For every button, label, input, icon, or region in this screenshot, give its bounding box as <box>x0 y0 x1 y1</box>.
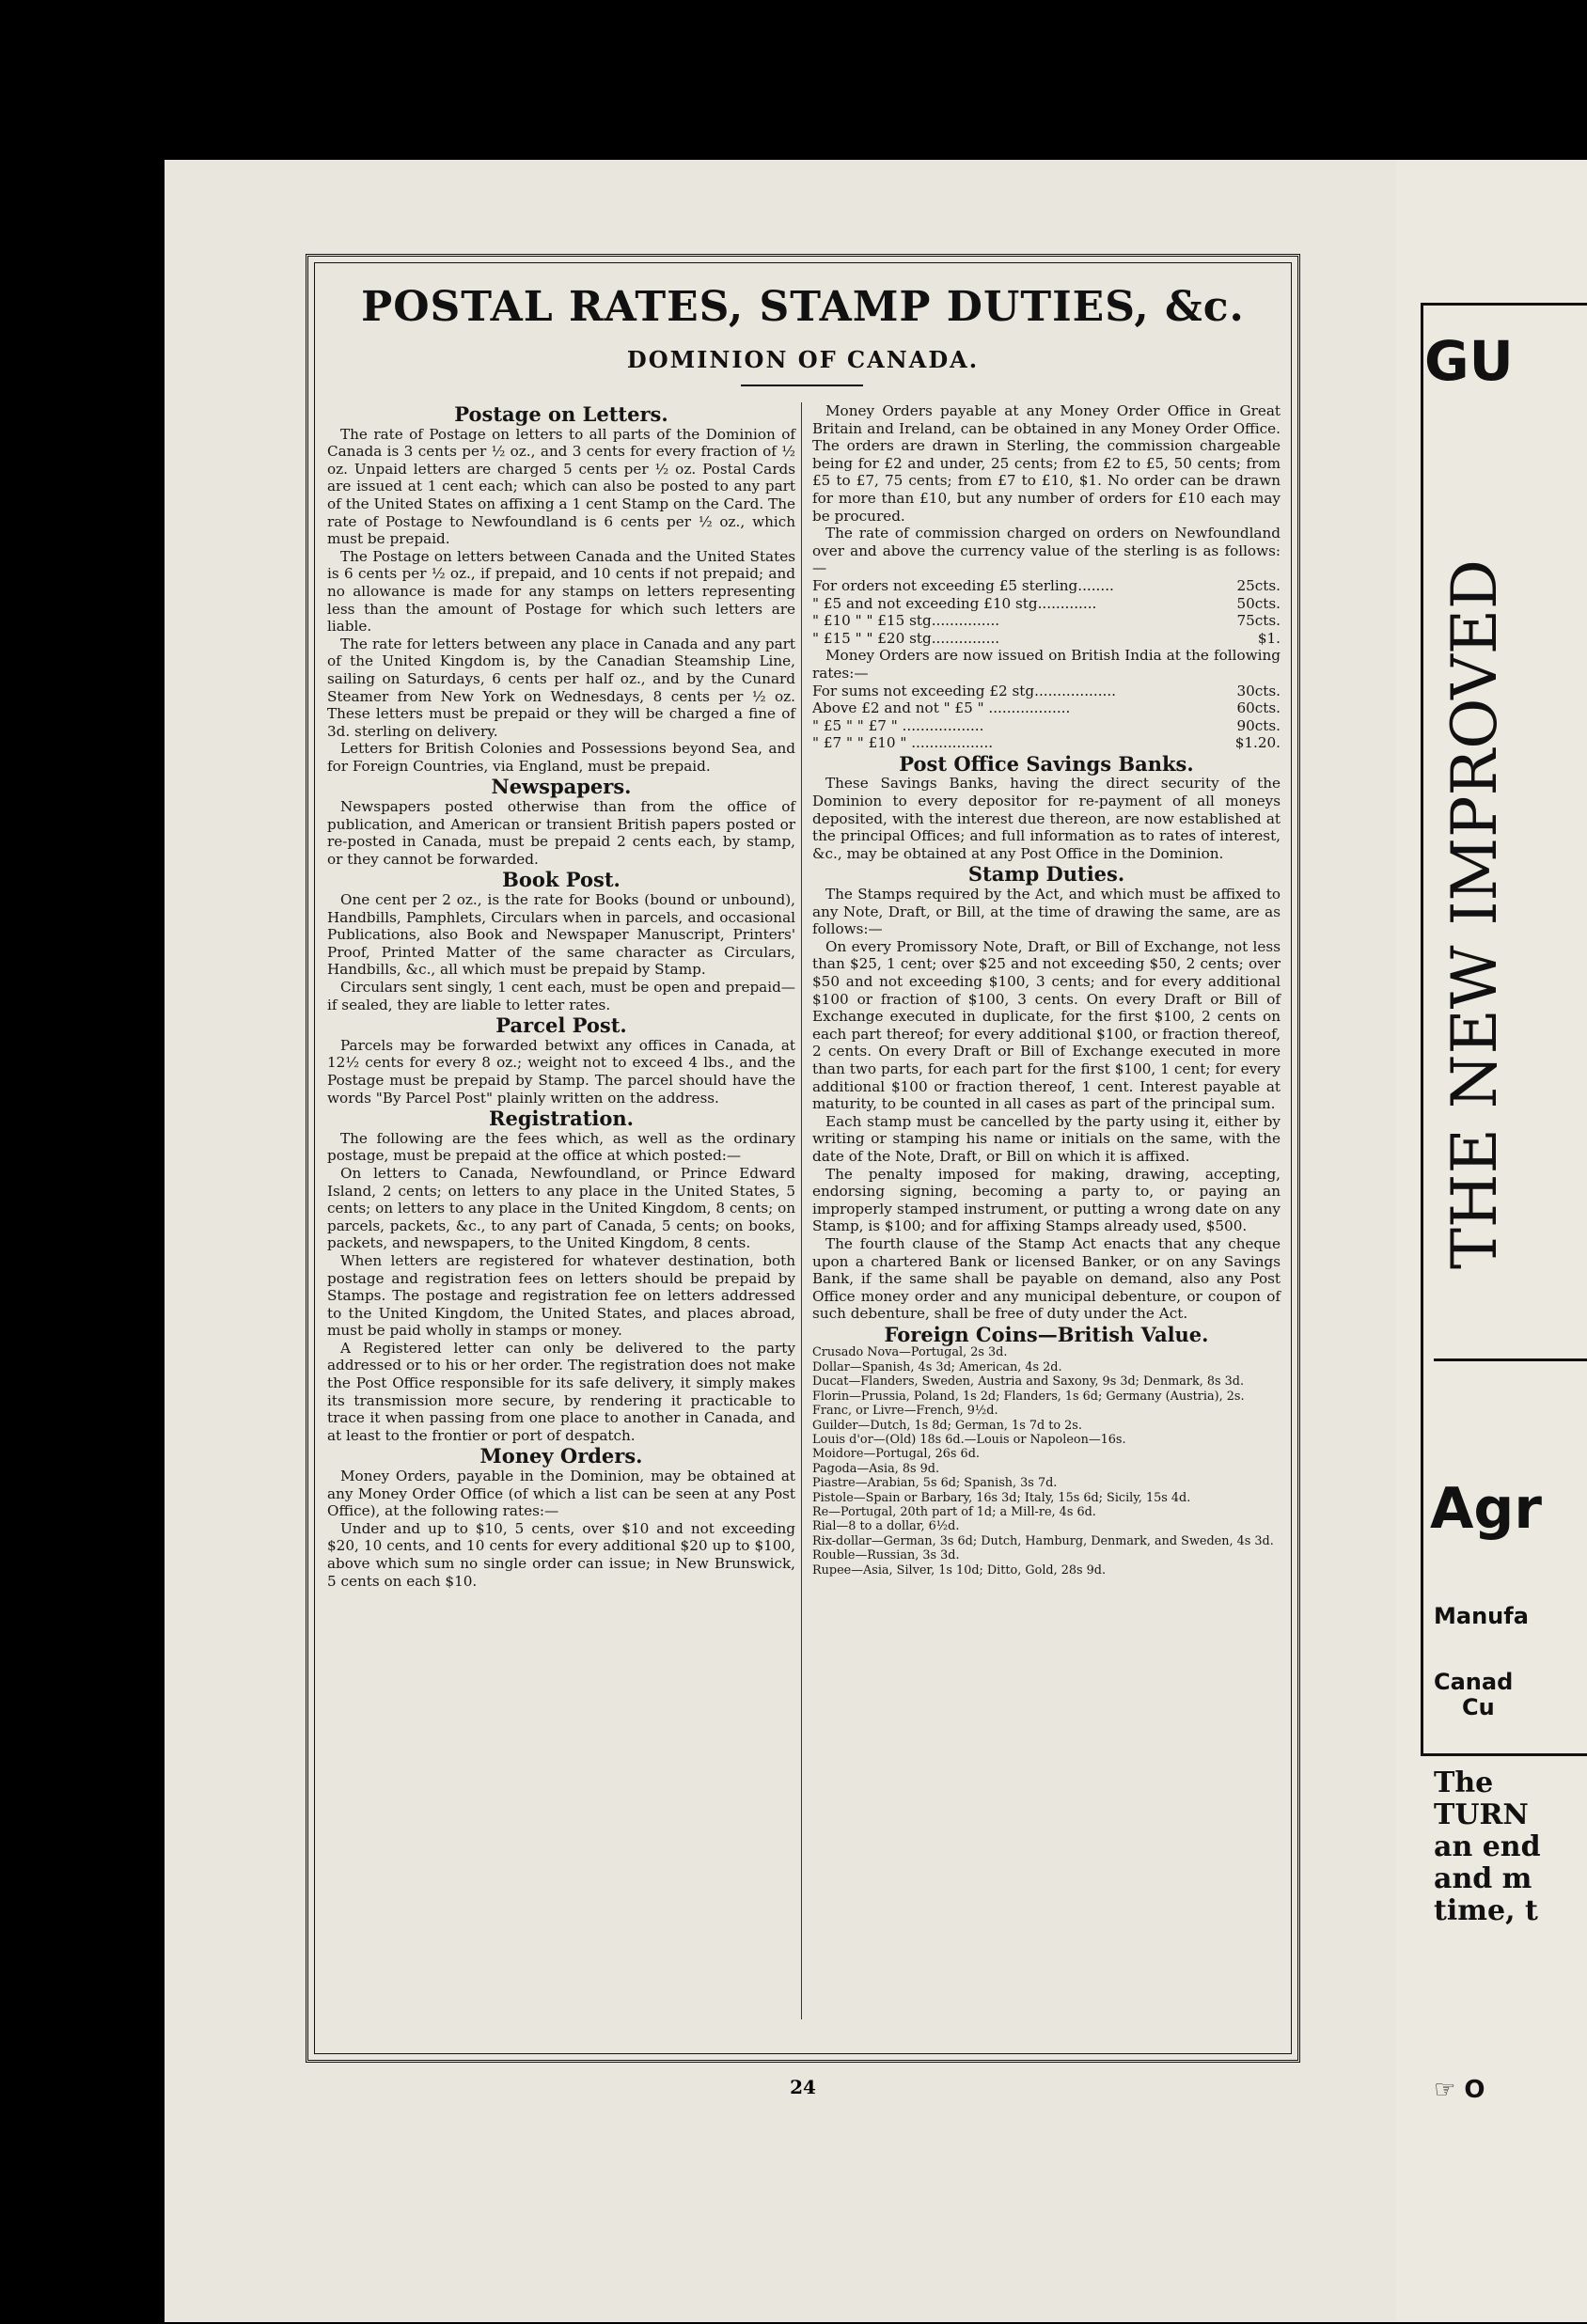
coin-entry: Rupee—Asia, Silver, 1s 10d; Ditto, Gold, 28s 9d. <box>812 1562 1107 1578</box>
coin-entry: Piastre—Arabian, 5s 6d; Spanish, 3s 7d. <box>812 1476 1058 1491</box>
rate-desc: " £10 " " £15 stg............... <box>812 612 1000 630</box>
coin-entry: Pistole—Spain or Barbary, 16s 3d; Italy, 15s 6d; Sicily, 15s 4d. <box>812 1490 1191 1505</box>
rate-row <box>812 717 1281 735</box>
rate-desc: For orders not exceeding £5 sterling........ <box>812 576 1114 594</box>
stamp-duties-paragraph: On every Promissory Note, Draft, or Bill of Exchange, not less than $25, 1 cent; over $25 and not exceeding $50, 2 cents; over $50 and not exceeding $100, 3 cents; and for every additional $100 or fraction of $100, 3 cents. On every Draft or Bill of Exchange executed in duplicate, for the first $100, 2 cents on each part thereof; for every additional $100, or fraction thereof, 2 cents. On every Draft or Bill of Exchange executed in more than two parts, for each part for the first $100, 1 cent; for every additional $100 or fraction thereof, 1 cent. Interest payable at maturity, to be counted in all cases as part of the principal sum. <box>812 937 1281 1113</box>
rate-desc: " £15 " " £20 stg............... <box>812 629 1000 647</box>
adjacent-page <box>1396 160 1587 2322</box>
bookpost-paragraph: Circulars sent singly, 1 cent each, must be open and prepaid—if sealed, they are liable to letter rates. <box>327 979 795 1013</box>
rate-amount: $1.20. <box>1234 734 1281 752</box>
foreign-coins-heading: Foreign Coins—British Value. <box>884 1322 1209 1346</box>
document-page <box>165 160 1396 2322</box>
foreign-coins-list <box>812 1345 1281 1578</box>
rate-amount: 60cts. <box>1236 699 1281 717</box>
title-rule <box>741 385 863 386</box>
registration-heading: Registration. <box>489 1107 634 1131</box>
coin-entry: Guilder—Dutch, 1s 8d; German, 1s 7d to 2s. <box>812 1418 1082 1433</box>
savings-banks-heading: Post Office Savings Banks. <box>899 751 1194 776</box>
parcel-paragraph: Parcels may be forwarded betwixt any offices in Canada, at 12½ cents for every 8 oz.; weight not to exceed 4 lbs., and the Postage must be prepaid by Stamp. The parcel should have the words "By Parcel Post" plainly written on the address. <box>327 1036 795 1107</box>
page-title: POSTAL RATES, STAMP DUTIES, &c. <box>361 283 1245 331</box>
savings-banks-paragraph: These Savings Banks, having the direct security of the Dominion to every depositor for re-payment of all moneys deposited, with the interest due thereon, are now established at the principal Offices; and full information as to rates of interest, &c., may be obtained at any Post Office in the Dominion. <box>812 775 1281 862</box>
adjacent-rule <box>1434 1358 1587 1361</box>
registration-paragraph: When letters are registered for whatever destination, both postage and registration fees on letters should be prepaid by Stamps. The postage and registration fee on letters addressed to the United Kingdom, the United States, and places abroad, must be paid wholly in stamps or money. <box>327 1251 795 1340</box>
rate-row <box>812 630 1281 648</box>
page-number: 24 <box>790 2076 816 2098</box>
adjacent-line: Canad <box>1434 1669 1514 1695</box>
postage-paragraph: The Postage on letters between Canada and the United States is 6 cents per ½ oz., if prepaid, and 10 cents if not prepaid; and no allowance is made for any stamps on letters representing less than the amount of Postage for which such letters are liable. <box>327 547 795 636</box>
adjacent-footer: ☞ O <box>1434 2076 1485 2104</box>
stamp-duties-paragraph: Each stamp must be cancelled by the party using it, either by writing or stamping his name or initials on the same, with the date of the Note, Draft, or Bill on which it is affixed. <box>812 1112 1281 1165</box>
coin-entry: Moidore—Portugal, 26s 6d. <box>812 1447 980 1462</box>
coin-entry: Rial—8 to a dollar, 6½d. <box>812 1519 960 1534</box>
newfoundland-rates-table <box>812 577 1281 647</box>
column-divider <box>801 402 802 2019</box>
adjacent-line: Manufa <box>1434 1603 1529 1629</box>
rate-row <box>812 612 1281 630</box>
rate-row <box>812 734 1281 752</box>
postage-heading: Postage on Letters. <box>454 402 668 426</box>
money-orders-paragraph: Money Orders, payable in the Dominion, may be obtained at any Money Order Office (of which a list can be seen at any Post Office), at the following rates:— <box>327 1468 795 1520</box>
bookpost-heading: Book Post. <box>502 868 621 892</box>
rate-amount: 90cts. <box>1236 716 1281 734</box>
left-column <box>327 402 795 1590</box>
stamp-duties-heading: Stamp Duties. <box>967 862 1125 887</box>
parcel-heading: Parcel Post. <box>495 1013 627 1038</box>
coin-entry: Rouble—Russian, 3s 3d. <box>812 1548 960 1563</box>
rate-desc: Above £2 and not " £5 " .................. <box>812 699 1071 717</box>
rate-row <box>812 595 1281 613</box>
rate-desc: " £5 and not exceeding £10 stg............. <box>812 594 1097 612</box>
newspapers-heading: Newspapers. <box>491 775 632 799</box>
coin-entry: Re—Portugal, 20th part of 1d; a Mill-re, 4s 6d. <box>812 1504 1096 1519</box>
money-orders-heading: Money Orders. <box>479 1444 643 1468</box>
adjacent-top-text: GU <box>1424 329 1514 393</box>
coin-entry: Louis d'or—(Old) 18s 6d.—Louis or Napoleon—16s. <box>812 1432 1126 1447</box>
rate-row <box>812 577 1281 595</box>
coin-entry: Ducat—Flanders, Sweden, Austria and Saxony, 9s 3d; Denmark, 8s 3d. <box>812 1374 1245 1390</box>
coin-entry: Dollar—Spanish, 4s 3d; American, 4s 2d. <box>812 1359 1062 1374</box>
money-orders-paragraph: Under and up to $10, 5 cents, over $10 and not exceeding $20, 10 cents, and 10 cents for every additional $20 up to $100, above which sum no single order can issue; in New Brunswick, 5 cents on each $10. <box>327 1519 795 1590</box>
rate-amount: 25cts. <box>1236 576 1281 594</box>
coin-entry: Crusado Nova—Portugal, 2s 3d. <box>812 1345 1008 1360</box>
page-subtitle: DOMINION OF CANADA. <box>626 346 980 373</box>
right-column <box>812 402 1281 1578</box>
coin-entry: Franc, or Livre—French, 9½d. <box>812 1404 998 1419</box>
adjacent-line: Cu <box>1462 1694 1495 1720</box>
coin-entry: Pagoda—Asia, 8s 9d. <box>812 1461 940 1476</box>
rate-amount: 50cts. <box>1236 594 1281 612</box>
coin-entry: Rix-dollar—German, 3s 6d; Dutch, Hamburg, Denmark, and Sweden, 4s 3d. <box>812 1533 1274 1548</box>
rate-desc: For sums not exceeding £2 stg.................. <box>812 682 1117 699</box>
postage-paragraph: The rate for letters between any place in Canada and any part of the United Kingdom is, by the Canadian Steamship Line, sailing on Saturdays, 6 cents per half oz., and by the Cunard Steamer from New York on Wednesdays, 8 cents per ½ oz. These letters must be prepaid or they will be charged a fine of 3d. sterling on delivery. <box>327 635 795 740</box>
stamp-duties-paragraph: The fourth clause of the Stamp Act enacts that any cheque upon a chartered Bank or licensed Banker, or on any Savings Bank, if the same shall be payable on demand, also any Post Office money order and any municipal debenture, or coupon of such debenture, shall be free of duty under the Act. <box>812 1234 1281 1323</box>
rate-amount: 30cts. <box>1236 682 1281 699</box>
rate-desc: " £5 " " £7 " .................. <box>812 716 984 734</box>
bookpost-paragraph: One cent per 2 oz., is the rate for Books (bound or unbound), Handbills, Pamphlets, Circulars when in parcels, and occasional Publications, also Book and Newspaper Manuscript, Printers' Proof, Printed Matter of the same character as Circulars, Handbills, &c., all which must be prepaid by Stamp. <box>327 891 795 979</box>
registration-paragraph: A Registered letter can only be delivered to the party addressed or to his or her order. The registration does not make the Post Office responsible for its safe delivery, it simply makes its transmission more secure, by rendering it practicable to trace it when passing from one place to another in Canada, and at least to the frontier or port of despatch. <box>327 1339 795 1444</box>
money-orders-paragraph: The rate of commission charged on orders on Newfoundland over and above the currency value of the sterling is as follows:— <box>812 525 1281 577</box>
postage-paragraph: The rate of Postage on letters to all parts of the Dominion of Canada is 3 cents per ½ oz., and 3 cents for every fraction of ½ oz. Unpaid letters are charged 5 cents per ½ oz. Postal Cards are issued at 1 cent each; which can also be posted to any part of the United States on affixing a 1 cent Stamp on the Card. The rate of Postage to Newfoundland is 6 cents per ½ oz., which must be prepaid. <box>327 425 795 548</box>
stamp-duties-paragraph: The Stamps required by the Act, and which must be affixed to any Note, Draft, or Bill, at the time of drawing the same, are as follows:— <box>812 886 1281 938</box>
content-frame <box>306 254 1300 2098</box>
newspapers-paragraph: Newspapers posted otherwise than from the office of publication, and American or transient British papers posted or re-posted in Canada, must be prepaid 2 cents each, by stamp, or they cannot be forwarded. <box>327 798 795 868</box>
rate-desc: " £7 " " £10 " .................. <box>812 734 994 752</box>
coin-entry: Florin—Prussia, Poland, 1s 2d; Flanders, 1s 6d; Germany (Austria), 2s. <box>812 1389 1245 1404</box>
rate-amount: $1. <box>1257 629 1281 647</box>
india-rates-table <box>812 683 1281 752</box>
rate-row <box>812 699 1281 717</box>
adjacent-body-text: The TURN an end and m time, t <box>1434 1767 1541 1927</box>
postage-paragraph: Letters for British Colonies and Possessions beyond Sea, and for Foreign Countries, via England, must be prepaid. <box>327 740 795 775</box>
rate-amount: 75cts. <box>1236 612 1281 630</box>
adjacent-vertical-text: THE NEW IMPROVED <box>1438 559 1511 1269</box>
rate-row <box>812 683 1281 700</box>
registration-paragraph: On letters to Canada, Newfoundland, or Prince Edward Island, 2 cents; on letters to any place in the United States, 5 cents; on letters to any place in the United Kingdom, 8 cents; on parcels, packets, &c., to any part of Canada, 5 cents; on books, packets, and newspapers, to the United Kingdom, 8 cents. <box>327 1164 795 1252</box>
registration-paragraph: The following are the fees which, as well as the ordinary postage, must be prepaid at the office at which posted:— <box>327 1129 795 1165</box>
money-orders-paragraph: Money Orders payable at any Money Order Office in Great Britain and Ireland, can be obtained in any Money Order Office. The orders are drawn in Sterling, the commission chargeable being for £2 and under, 25 cents; from £2 to £5, 50 cents; from £5 to £7, 75 cents; from £7 to £10, $1. No order can be drawn for more than £10, but any number of orders for £10 each may be procured. <box>812 402 1281 525</box>
money-orders-paragraph: Money Orders are now issued on British India at the following rates:— <box>812 647 1281 682</box>
adjacent-big-text: Agr <box>1430 1476 1542 1542</box>
stamp-duties-paragraph: The penalty imposed for making, drawing, accepting, endorsing signing, becoming a party to, or paying an improperly stamped instrument, or putting a wrong date on any Stamp, is $100; and for affixing Stamps already used, $500. <box>812 1165 1281 1235</box>
